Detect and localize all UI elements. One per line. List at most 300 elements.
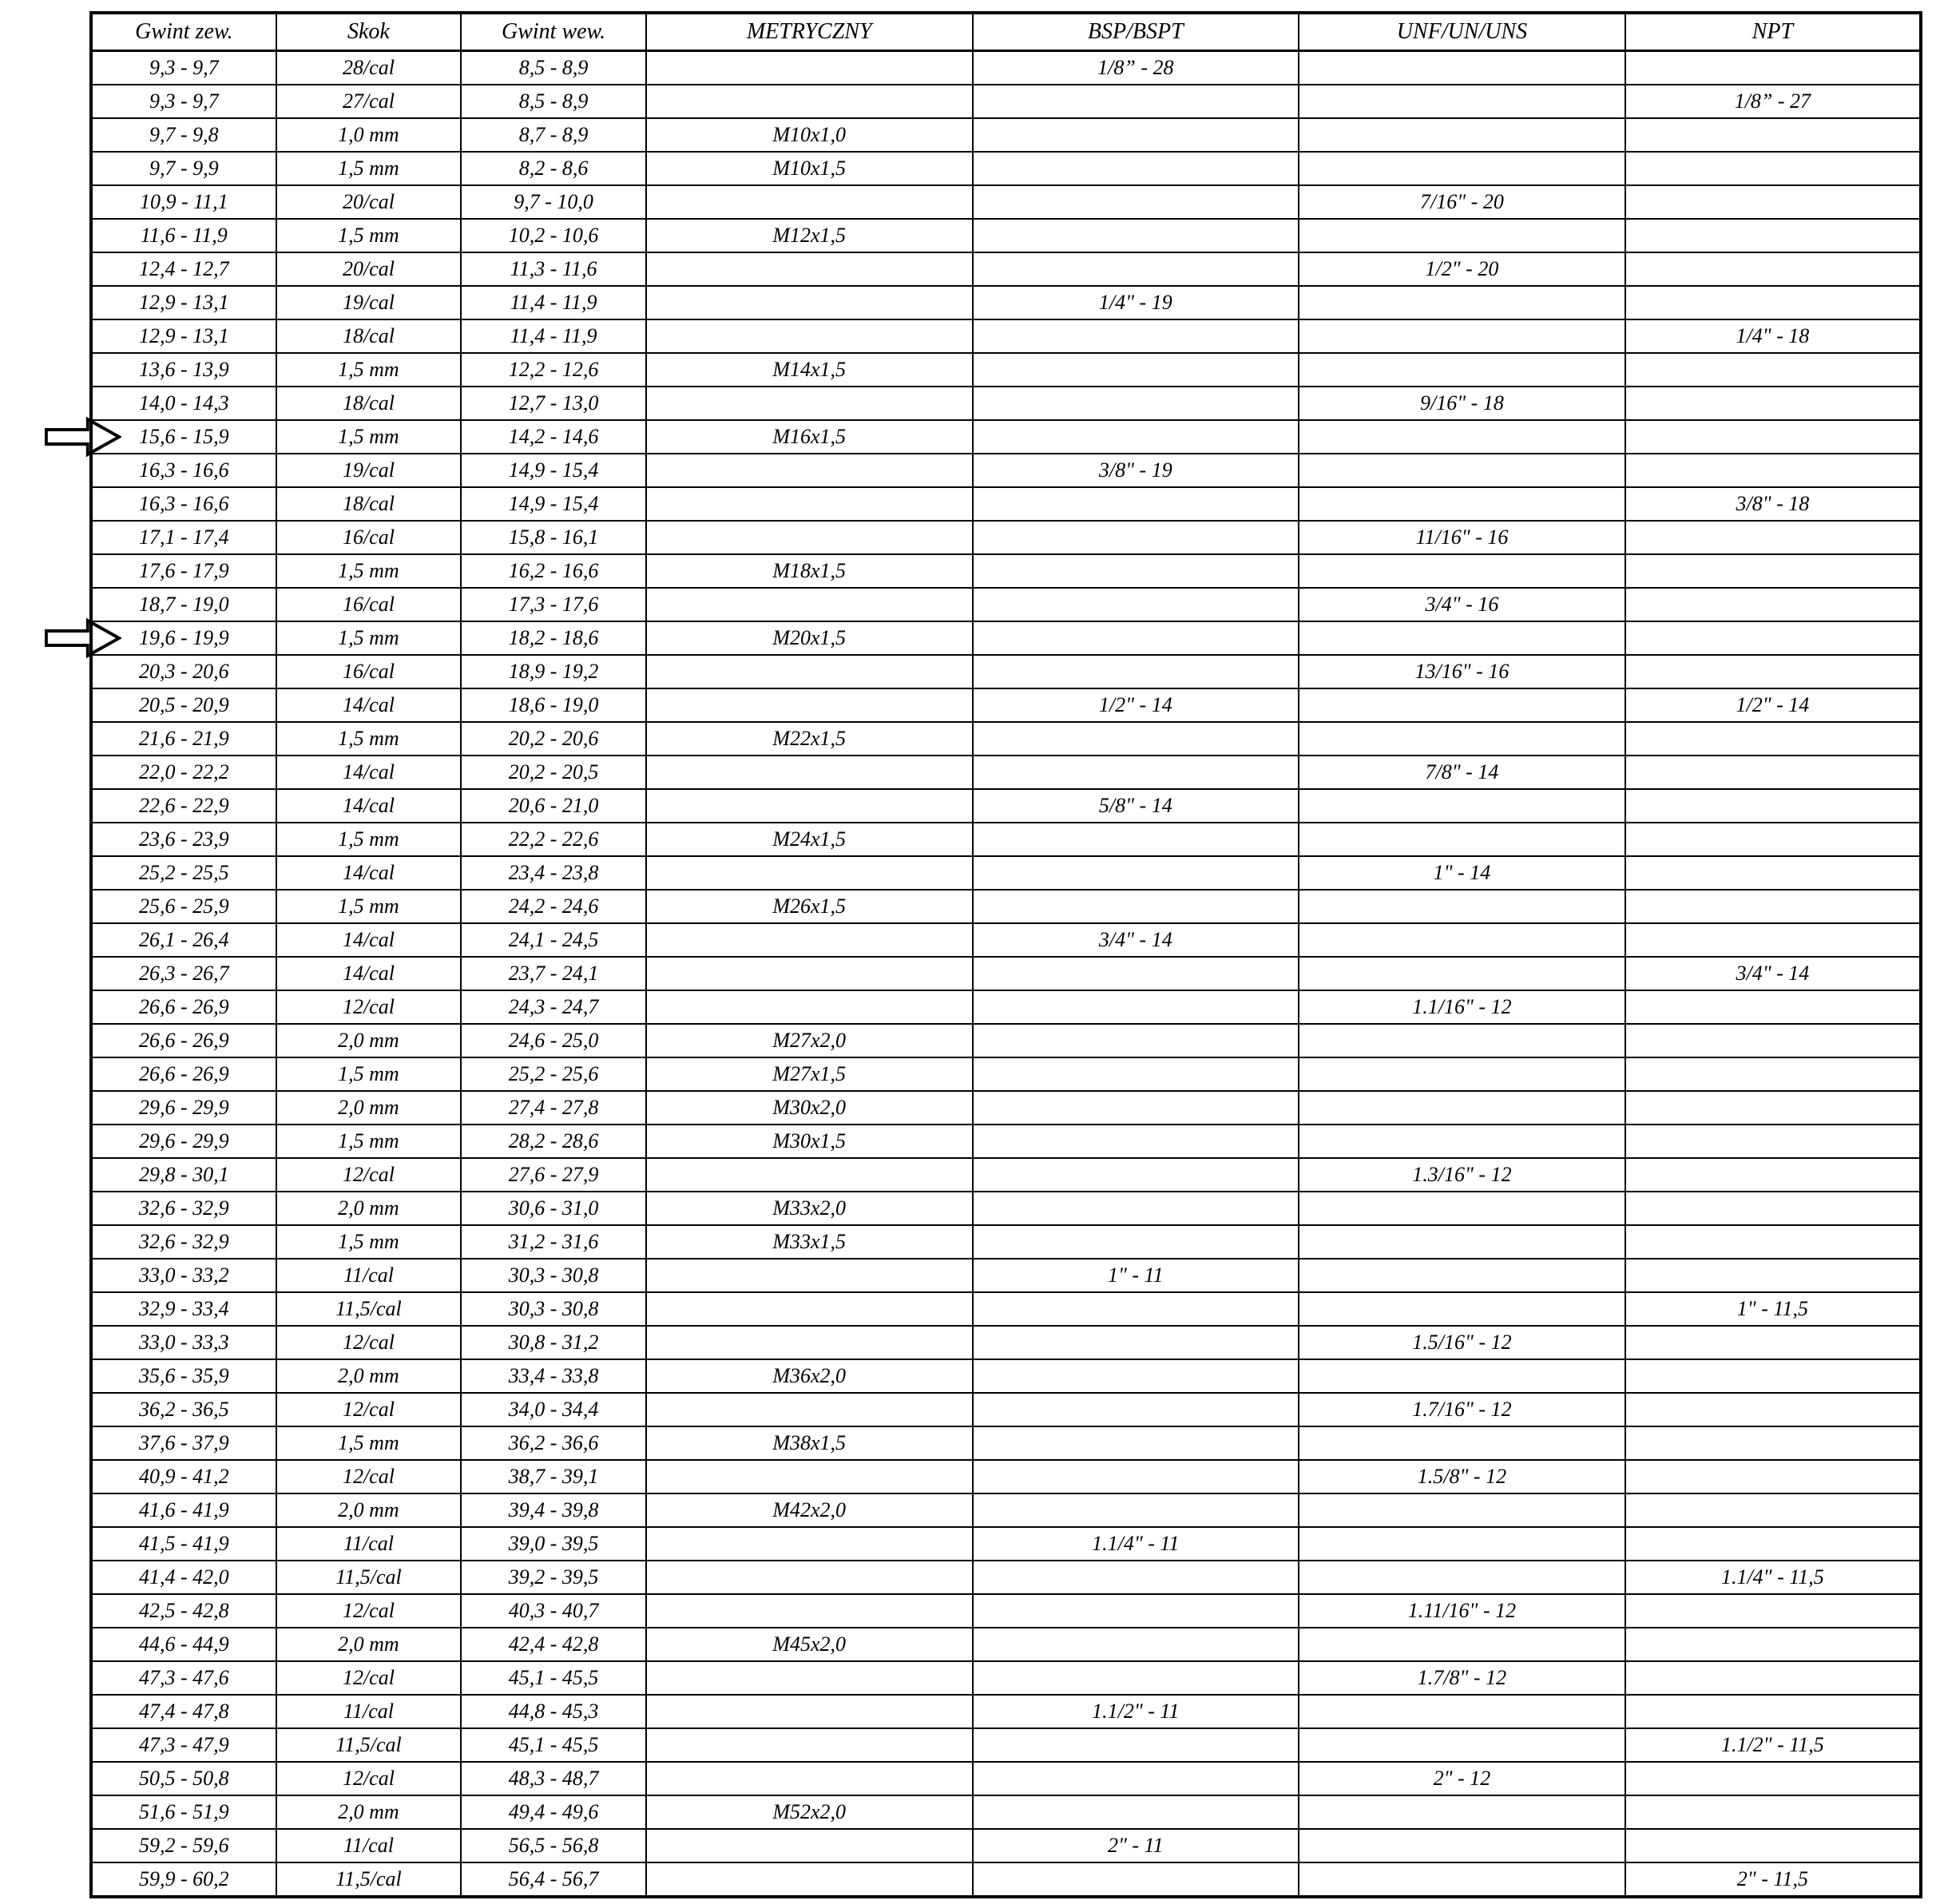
table-cell [646, 1561, 973, 1594]
table-cell [973, 387, 1299, 420]
table-cell: 11,5/cal [276, 1862, 462, 1897]
table-cell [973, 1225, 1299, 1259]
table-cell: 15,6 - 15,9 [91, 420, 276, 454]
table-row [91, 1795, 1921, 1829]
table-row [91, 1661, 1921, 1695]
table-cell: 1.11/16" - 12 [1299, 1594, 1625, 1628]
table-cell: 22,2 - 22,6 [461, 823, 646, 856]
table-cell: 8,5 - 8,9 [461, 51, 646, 85]
table-cell [1299, 1728, 1625, 1762]
table-row [91, 1460, 1921, 1493]
table-cell: 22,0 - 22,2 [91, 756, 276, 789]
table-cell [1625, 990, 1921, 1024]
table-cell: 26,6 - 26,9 [91, 990, 276, 1024]
table-cell: 16/cal [276, 655, 462, 688]
table-cell: 2,0 mm [276, 1795, 462, 1829]
table-cell [1299, 621, 1625, 655]
table-cell: 47,3 - 47,9 [91, 1728, 276, 1762]
table-cell [1625, 1628, 1921, 1661]
table-cell: 12/cal [276, 1158, 462, 1192]
column-header-npt: NPT [1625, 13, 1921, 51]
table-cell [646, 51, 973, 85]
table-cell: 13,6 - 13,9 [91, 353, 276, 387]
table-cell [646, 856, 973, 890]
table-cell: M30x2,0 [646, 1091, 973, 1125]
table-cell [1625, 1460, 1921, 1493]
table-cell [1625, 1024, 1921, 1057]
table-cell: 12,4 - 12,7 [91, 252, 276, 286]
table-cell: 1.3/16" - 12 [1299, 1158, 1625, 1192]
table-cell [1625, 923, 1921, 957]
table-cell [1299, 353, 1625, 387]
table-cell [973, 588, 1299, 621]
table-cell: 1,5 mm [276, 1125, 462, 1158]
table-cell: 49,4 - 49,6 [461, 1795, 646, 1829]
table-cell: 20,5 - 20,9 [91, 688, 276, 722]
table-cell: M33x1,5 [646, 1225, 973, 1259]
table-cell [1625, 1326, 1921, 1359]
table-cell: 14/cal [276, 856, 462, 890]
table-cell: 19/cal [276, 286, 462, 319]
table-row [91, 588, 1921, 621]
table-row [91, 554, 1921, 588]
table-cell: 24,2 - 24,6 [461, 890, 646, 923]
table-cell [973, 554, 1299, 588]
table-cell: 36,2 - 36,5 [91, 1393, 276, 1426]
table-row [91, 521, 1921, 554]
table-cell [646, 487, 973, 521]
table-row [91, 621, 1921, 655]
table-cell: M24x1,5 [646, 823, 973, 856]
table-cell: 12/cal [276, 1762, 462, 1795]
table-cell: 1/4" - 18 [1625, 319, 1921, 353]
table-cell: 41,6 - 41,9 [91, 1493, 276, 1527]
table-cell: 1.7/8" - 12 [1299, 1661, 1625, 1695]
table-cell: 1,0 mm [276, 118, 462, 152]
table-cell [973, 219, 1299, 252]
table-row [91, 1225, 1921, 1259]
table-cell [973, 1057, 1299, 1091]
table-cell [646, 387, 973, 420]
table-cell: 10,9 - 11,1 [91, 185, 276, 219]
table-cell: 3/4" - 14 [1625, 957, 1921, 990]
table-cell [1299, 1426, 1625, 1460]
table-cell [1625, 454, 1921, 487]
table-row [91, 152, 1921, 185]
table-cell: 37,6 - 37,9 [91, 1426, 276, 1460]
table-row [91, 1829, 1921, 1862]
table-cell: 1.5/16" - 12 [1299, 1326, 1625, 1359]
table-cell: 7/8" - 14 [1299, 756, 1625, 789]
table-cell: 12,2 - 12,6 [461, 353, 646, 387]
table-cell [646, 1259, 973, 1292]
table-cell: 11,5/cal [276, 1561, 462, 1594]
table-cell: 32,6 - 32,9 [91, 1225, 276, 1259]
table-cell: 2" - 12 [1299, 1762, 1625, 1795]
table-cell [646, 923, 973, 957]
table-cell: 39,2 - 39,5 [461, 1561, 646, 1594]
table-row [91, 185, 1921, 219]
table-row [91, 722, 1921, 756]
table-cell: 11/16" - 16 [1299, 521, 1625, 554]
table-cell: 1/2" - 14 [1625, 688, 1921, 722]
table-cell: 34,0 - 34,4 [461, 1393, 646, 1426]
table-cell [646, 1326, 973, 1359]
table-cell: 41,5 - 41,9 [91, 1527, 276, 1561]
column-header-metryczny: METRYCZNY [646, 13, 973, 51]
table-cell: 17,1 - 17,4 [91, 521, 276, 554]
table-cell [1625, 722, 1921, 756]
table-cell: 42,4 - 42,8 [461, 1628, 646, 1661]
column-header-bsp-bspt: BSP/BSPT [973, 13, 1299, 51]
table-cell [1625, 152, 1921, 185]
table-cell: 18,2 - 18,6 [461, 621, 646, 655]
table-cell: 11,6 - 11,9 [91, 219, 276, 252]
table-cell [1299, 1795, 1625, 1829]
table-cell [646, 655, 973, 688]
table-row [91, 957, 1921, 990]
table-cell [1299, 1829, 1625, 1862]
table-cell [973, 1862, 1299, 1897]
table-cell [1299, 789, 1625, 823]
table-cell: 1,5 mm [276, 1057, 462, 1091]
table-cell: 50,5 - 50,8 [91, 1762, 276, 1795]
table-cell: 2,0 mm [276, 1192, 462, 1225]
table-cell: 1,5 mm [276, 890, 462, 923]
table-cell: M33x2,0 [646, 1192, 973, 1225]
table-cell: 11/cal [276, 1259, 462, 1292]
table-cell: 12,9 - 13,1 [91, 286, 276, 319]
table-cell: 1/2" - 14 [973, 688, 1299, 722]
table-row [91, 1024, 1921, 1057]
table-cell [1299, 1192, 1625, 1225]
table-cell: 16,3 - 16,6 [91, 487, 276, 521]
table-row [91, 890, 1921, 923]
table-cell: M20x1,5 [646, 621, 973, 655]
table-cell [1299, 454, 1625, 487]
table-cell: 23,7 - 24,1 [461, 957, 646, 990]
table-row [91, 1493, 1921, 1527]
table-cell [973, 152, 1299, 185]
table-cell [1625, 1661, 1921, 1695]
table-cell: 17,3 - 17,6 [461, 588, 646, 621]
table-cell [973, 521, 1299, 554]
table-cell: 9/16" - 18 [1299, 387, 1625, 420]
table-cell [646, 1862, 973, 1897]
table-row [91, 118, 1921, 152]
table-cell [1625, 1057, 1921, 1091]
table-cell [1625, 856, 1921, 890]
table-cell [973, 957, 1299, 990]
table-cell: 11,4 - 11,9 [461, 319, 646, 353]
table-cell [1299, 1628, 1625, 1661]
table-cell: 18/cal [276, 319, 462, 353]
table-cell: 14,2 - 14,6 [461, 420, 646, 454]
table-cell [973, 1192, 1299, 1225]
table-row [91, 1594, 1921, 1628]
table-cell: 33,0 - 33,2 [91, 1259, 276, 1292]
table-cell: 56,5 - 56,8 [461, 1829, 646, 1862]
table-cell: 20/cal [276, 252, 462, 286]
table-cell: 1.1/4" - 11,5 [1625, 1561, 1921, 1594]
table-cell [646, 1728, 973, 1762]
table-cell: 16,2 - 16,6 [461, 554, 646, 588]
table-cell [973, 1661, 1299, 1695]
table-cell: 22,6 - 22,9 [91, 789, 276, 823]
table-cell: 24,6 - 25,0 [461, 1024, 646, 1057]
table-cell: 20,6 - 21,0 [461, 789, 646, 823]
column-header-unf-un-uns: UNF/UN/UNS [1299, 13, 1625, 51]
table-cell: 1" - 11 [973, 1259, 1299, 1292]
table-cell: 1/8” - 28 [973, 51, 1299, 85]
table-cell [646, 521, 973, 554]
table-cell: 1.7/16" - 12 [1299, 1393, 1625, 1426]
table-cell: M36x2,0 [646, 1359, 973, 1393]
table-cell [973, 621, 1299, 655]
table-cell [1299, 1091, 1625, 1125]
table-cell: 18/cal [276, 487, 462, 521]
table-cell [1299, 688, 1625, 722]
thread-size-table [89, 11, 1922, 1898]
table-cell [973, 1795, 1299, 1829]
table-row [91, 454, 1921, 487]
table-cell: 2,0 mm [276, 1359, 462, 1393]
table-cell [973, 319, 1299, 353]
table-row [91, 823, 1921, 856]
table-cell [1625, 1393, 1921, 1426]
column-header-gwint-zew: Gwint zew. [91, 13, 276, 51]
column-header-skok: Skok [276, 13, 462, 51]
table-cell [646, 1292, 973, 1326]
table-cell: 1,5 mm [276, 420, 462, 454]
table-cell [1625, 554, 1921, 588]
table-cell: 1" - 11,5 [1625, 1292, 1921, 1326]
table-cell: 16/cal [276, 588, 462, 621]
table-cell: M27x1,5 [646, 1057, 973, 1091]
table-cell [973, 118, 1299, 152]
table-cell: 35,6 - 35,9 [91, 1359, 276, 1393]
table-cell: 1,5 mm [276, 823, 462, 856]
table-cell [646, 85, 973, 118]
table-cell: 9,7 - 9,9 [91, 152, 276, 185]
table-cell: 12/cal [276, 1594, 462, 1628]
table-cell: 47,3 - 47,6 [91, 1661, 276, 1695]
table-cell [646, 1695, 973, 1728]
table-cell [973, 1158, 1299, 1192]
table-row [91, 756, 1921, 789]
table-cell: 16/cal [276, 521, 462, 554]
table-cell: 45,1 - 45,5 [461, 1728, 646, 1762]
column-header-gwint-wew: Gwint wew. [461, 13, 646, 51]
table-cell: 27/cal [276, 85, 462, 118]
table-row [91, 1326, 1921, 1359]
table-cell [973, 1426, 1299, 1460]
table-row [91, 1091, 1921, 1125]
table-cell: 12,9 - 13,1 [91, 319, 276, 353]
table-cell [973, 890, 1299, 923]
table-cell [1625, 1695, 1921, 1728]
table-cell: 24,1 - 24,5 [461, 923, 646, 957]
table-cell: 25,2 - 25,6 [461, 1057, 646, 1091]
table-cell [646, 789, 973, 823]
table-cell: M38x1,5 [646, 1426, 973, 1460]
table-cell: 18/cal [276, 387, 462, 420]
table-cell [1299, 1862, 1625, 1897]
table-cell [1625, 1192, 1921, 1225]
table-cell [646, 688, 973, 722]
table-cell [1625, 1795, 1921, 1829]
table-cell [973, 1594, 1299, 1628]
table-cell: 36,2 - 36,6 [461, 1426, 646, 1460]
table-cell: 1,5 mm [276, 152, 462, 185]
table-row [91, 1259, 1921, 1292]
table-cell [646, 1158, 973, 1192]
table-row [91, 688, 1921, 722]
table-cell: 14,0 - 14,3 [91, 387, 276, 420]
table-cell: 11/cal [276, 1829, 462, 1862]
table-cell: 39,0 - 39,5 [461, 1527, 646, 1561]
table-cell [973, 1762, 1299, 1795]
table-cell [1299, 286, 1625, 319]
table-cell [1299, 319, 1625, 353]
table-cell [1625, 1158, 1921, 1192]
table-cell: 14/cal [276, 756, 462, 789]
table-cell [1299, 1057, 1625, 1091]
table-cell: 1,5 mm [276, 722, 462, 756]
table-cell: 1" - 14 [1299, 856, 1625, 890]
table-cell: 14/cal [276, 923, 462, 957]
table-cell [1625, 1527, 1921, 1561]
table-cell [973, 185, 1299, 219]
table-cell: 39,4 - 39,8 [461, 1493, 646, 1527]
table-cell [1299, 923, 1625, 957]
table-row [91, 420, 1921, 454]
table-cell: 26,1 - 26,4 [91, 923, 276, 957]
table-cell: 2,0 mm [276, 1493, 462, 1527]
table-cell: 9,7 - 10,0 [461, 185, 646, 219]
table-cell [1299, 1561, 1625, 1594]
table-cell [973, 1125, 1299, 1158]
table-cell: 17,6 - 17,9 [91, 554, 276, 588]
table-cell: 44,8 - 45,3 [461, 1695, 646, 1728]
table-cell: 15,8 - 16,1 [461, 521, 646, 554]
table-cell: 23,4 - 23,8 [461, 856, 646, 890]
table-cell: 27,6 - 27,9 [461, 1158, 646, 1192]
table-cell: 12/cal [276, 1460, 462, 1493]
table-cell: 21,6 - 21,9 [91, 722, 276, 756]
table-cell [973, 252, 1299, 286]
table-cell: 28/cal [276, 51, 462, 85]
table-cell [646, 1594, 973, 1628]
table-cell [1625, 1259, 1921, 1292]
table-cell: 2,0 mm [276, 1628, 462, 1661]
table-cell: M52x2,0 [646, 1795, 973, 1829]
table-row [91, 1862, 1921, 1897]
table-cell [646, 1829, 973, 1862]
table-cell: 51,6 - 51,9 [91, 1795, 276, 1829]
table-cell: 29,8 - 30,1 [91, 1158, 276, 1192]
table-cell: 18,6 - 19,0 [461, 688, 646, 722]
table-cell [973, 1561, 1299, 1594]
table-cell: 3/8" - 19 [973, 454, 1299, 487]
table-cell [1299, 554, 1625, 588]
table-cell [1625, 118, 1921, 152]
table-cell [1299, 1125, 1625, 1158]
table-cell [1299, 420, 1625, 454]
table-cell: 25,2 - 25,5 [91, 856, 276, 890]
table-cell: 30,3 - 30,8 [461, 1259, 646, 1292]
table-cell: 12/cal [276, 1661, 462, 1695]
table-cell: M45x2,0 [646, 1628, 973, 1661]
table-cell [1299, 1359, 1625, 1393]
table-cell [1625, 823, 1921, 856]
table-cell: M42x2,0 [646, 1493, 973, 1527]
table-cell [646, 1393, 973, 1426]
table-cell [1299, 118, 1625, 152]
table-cell [1625, 521, 1921, 554]
table-cell: M10x1,5 [646, 152, 973, 185]
table-cell: 3/4" - 16 [1299, 588, 1625, 621]
table-cell: 7/16" - 20 [1299, 185, 1625, 219]
table-cell: 20,2 - 20,5 [461, 756, 646, 789]
table-cell [646, 454, 973, 487]
table-row [91, 1426, 1921, 1460]
table-cell: 19,6 - 19,9 [91, 621, 276, 655]
table-cell: 8,2 - 8,6 [461, 152, 646, 185]
table-cell: 56,4 - 56,7 [461, 1862, 646, 1897]
table-cell: 20,3 - 20,6 [91, 655, 276, 688]
table-cell: 8,5 - 8,9 [461, 85, 646, 118]
table-cell [1299, 219, 1625, 252]
table-cell [1625, 1829, 1921, 1862]
table-cell [1299, 957, 1625, 990]
table-cell: 59,2 - 59,6 [91, 1829, 276, 1862]
table-cell [1625, 1594, 1921, 1628]
table-cell [1625, 1091, 1921, 1125]
table-row [91, 789, 1921, 823]
table-row [91, 1359, 1921, 1393]
table-row [91, 1695, 1921, 1728]
table-row [91, 51, 1921, 85]
table-cell: 20/cal [276, 185, 462, 219]
table-cell: 11/cal [276, 1695, 462, 1728]
table-cell [1625, 185, 1921, 219]
table-cell [973, 856, 1299, 890]
table-cell: 30,3 - 30,8 [461, 1292, 646, 1326]
table-cell [646, 1460, 973, 1493]
table-cell [973, 823, 1299, 856]
table-cell: 20,2 - 20,6 [461, 722, 646, 756]
table-row [91, 252, 1921, 286]
table-cell: 1.1/4" - 11 [973, 1527, 1299, 1561]
table-cell [1299, 1259, 1625, 1292]
table-cell: 26,3 - 26,7 [91, 957, 276, 990]
table-row [91, 85, 1921, 118]
table-cell: 13/16" - 16 [1299, 655, 1625, 688]
table-cell [1299, 1292, 1625, 1326]
table-cell [1299, 152, 1625, 185]
table-cell: 1,5 mm [276, 1426, 462, 1460]
table-cell: 14,9 - 15,4 [461, 487, 646, 521]
table-cell: 1,5 mm [276, 1225, 462, 1259]
table-cell: 2" - 11 [973, 1829, 1299, 1862]
table-row [91, 387, 1921, 420]
table-row [91, 1192, 1921, 1225]
table-cell: 2,0 mm [276, 1024, 462, 1057]
table-cell: 29,6 - 29,9 [91, 1125, 276, 1158]
table-cell [1625, 1426, 1921, 1460]
table-cell: 19/cal [276, 454, 462, 487]
